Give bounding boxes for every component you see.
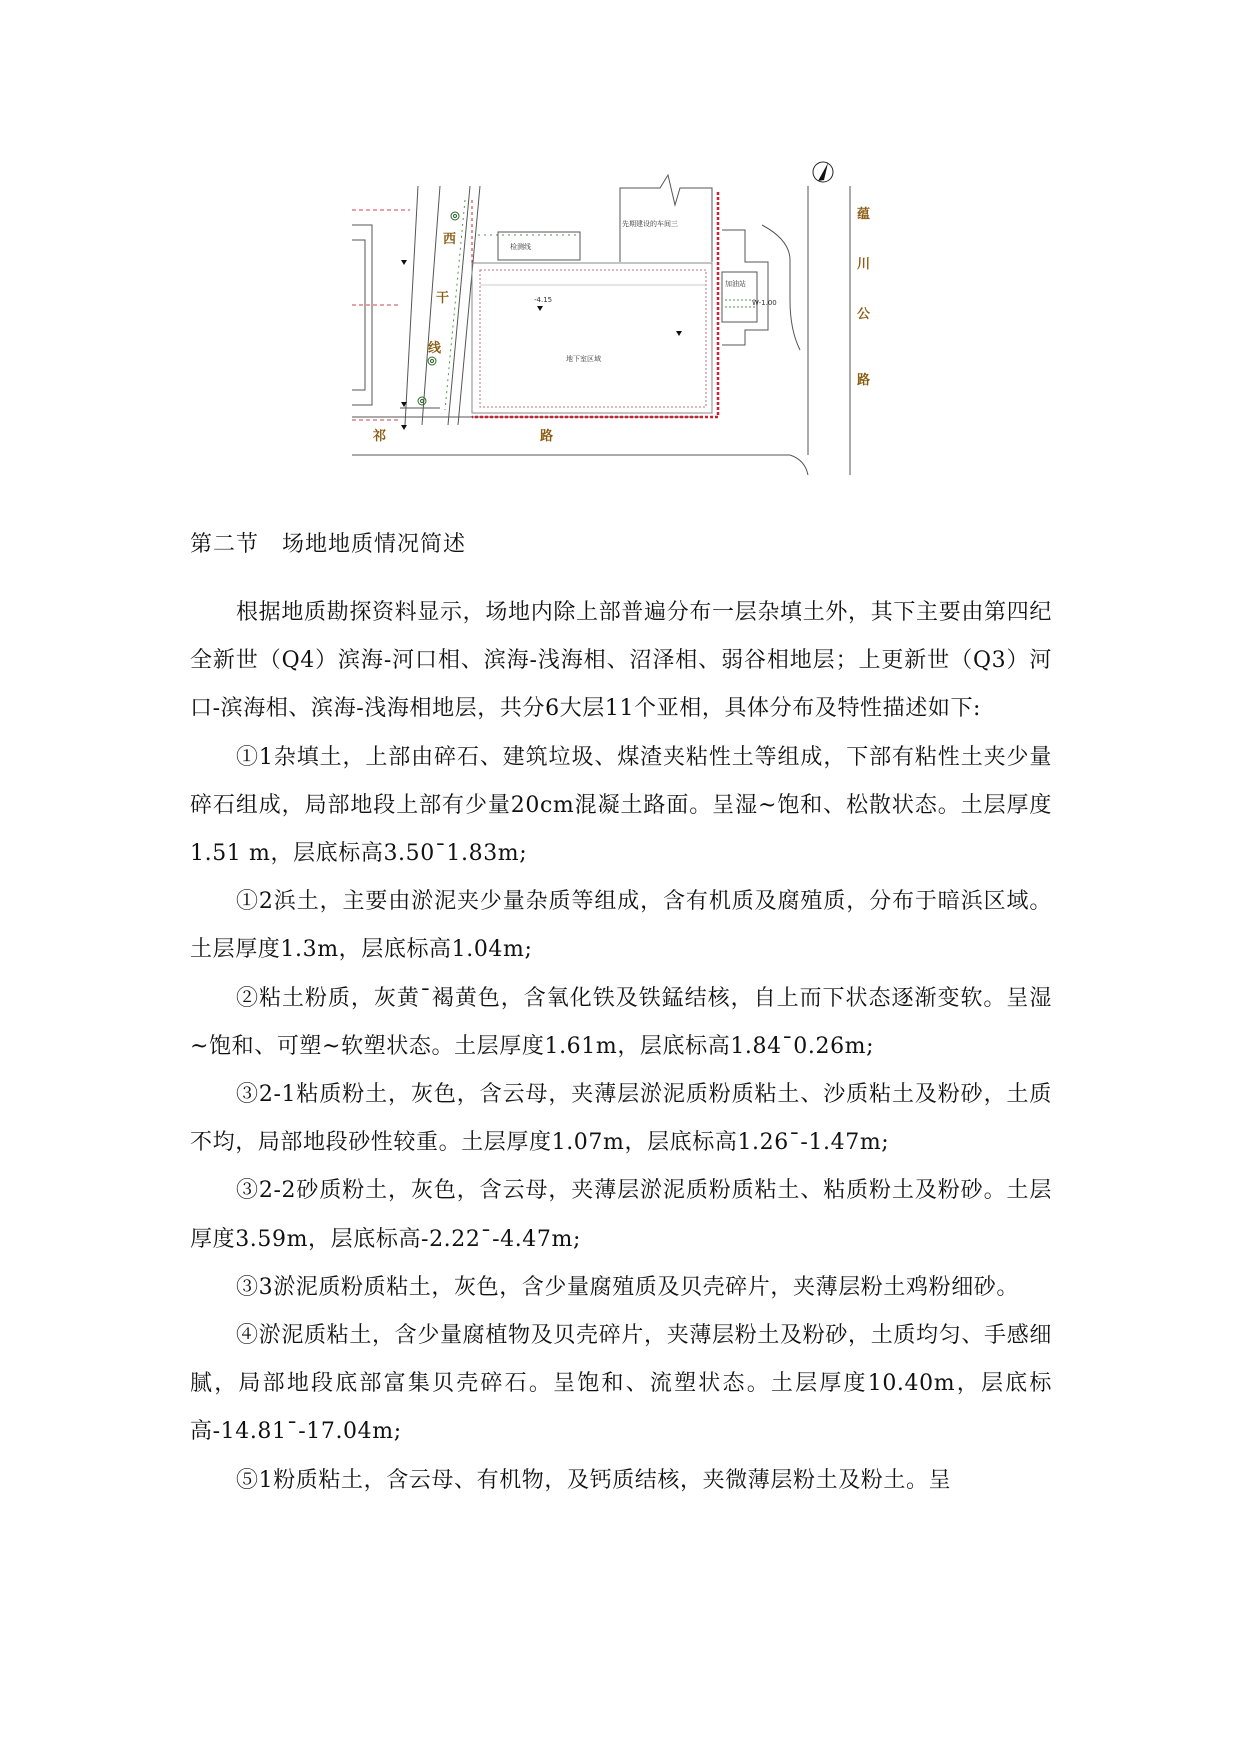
paragraph-intro: 根据地质勘探资料显示，场地内除上部普遍分布一层杂填土外，其下主要由第四纪全新世（Q4）滨海-河口相、滨海-浅海相、沼泽相、弱谷相地层；上更新世（Q3）河口-滨海相、滨海-浅海相地层，共分6大层11个亚相，具体分布及特性描述如下: — [190, 600, 1052, 722]
label-west-line-1: 西 — [443, 232, 457, 247]
paragraph-layer-3-2-1: ③2-1粘质粉土，灰色，含云母，夹薄层淤泥质粉质粘土、沙质粘土及粉砂，土质不均，局部地段砂性较重。土层厚度1.07m，层底标高1.26¯-1.47m; — [190, 1082, 1052, 1156]
label-small-mark: W-1.00 — [752, 299, 777, 307]
underground-area — [472, 263, 712, 413]
label-road-right-3: 公 — [857, 307, 871, 322]
section-heading: 第二节 场地地质情况简述 — [190, 532, 467, 557]
label-west-line-3: 线 — [428, 341, 442, 356]
body-text — [190, 589, 1052, 1505]
paragraph-layer-1-1: ①1杂填土，上部由碎石、建筑垃圾、煤渣夹粘性土等组成，下部有粘性土夹少量碎石组成，局部地段上部有少量20cm混凝土路面。呈湿~饱和、松散状态。土层厚度1.51 m，层底标高3.50¯1.83m; — [190, 744, 1052, 867]
left-building — [352, 225, 372, 405]
paragraph-layer-4: ④淤泥质粘土，含少量腐植物及贝壳碎片，夹薄层粉土及粉砂，土质均匀、手感细腻，局部地段底部富集贝壳碎石。呈饱和、流塑状态。土层厚度10.40m，层底标高-14.81¯-17.04m; — [190, 1323, 1052, 1445]
label-road-right-4: 路 — [857, 373, 871, 388]
right-road — [808, 186, 850, 475]
label-road-right-1: 蕴 — [857, 207, 871, 222]
north-arrow-icon — [813, 162, 833, 182]
label-elevation: -4.15 — [534, 296, 553, 304]
paragraph-layer-1-2: ①2浜土，主要由淤泥夹少量杂质等组成，含有机质及腐殖质，分布于暗浜区域。土层厚度1.3m，层底标高1.04m; — [190, 889, 1052, 963]
label-underground-area: 地下室区域 — [566, 355, 601, 363]
label-road-bottom-left: 祁 — [373, 429, 387, 444]
label-road-right-2: 川 — [857, 257, 871, 272]
label-inspection-line: 检测线 — [510, 243, 531, 251]
label-west-line-2: 干 — [436, 291, 450, 306]
site-plan-drawing — [0, 0, 1241, 500]
paragraph-layer-5-1: ⑤1粉质粘土，含云母、有机物，及钙质结核，夹微薄层粉土及粉土。呈 — [236, 1467, 952, 1493]
paragraph-layer-3-2-2: ③2-2砂质粉土，灰色，含云母，夹薄层淤泥质粉质粘土、粘质粉土及粉砂。土层厚度3.59m，层底标高-2.22¯-4.47m; — [190, 1178, 1052, 1252]
label-road-bottom-right: 路 — [540, 429, 554, 444]
paragraph-layer-2: ②粘土粉质，灰黄¯褐黄色，含氧化铁及铁錳结核，自上而下状态逐渐变软。呈湿~饱和、可塑~软塑状态。土层厚度1.61m，层底标高1.84¯0.26m; — [190, 985, 1052, 1059]
paragraph-layer-3-3: ③3淤泥质粉质粘土，灰色，含少量腐殖质及贝壳碎片，夹薄层粉土鸡粉细砂。 — [236, 1274, 1019, 1300]
label-workshop: 先期建设的车间三 — [622, 220, 678, 228]
label-gas-station: 加油站 — [725, 280, 746, 288]
elevation-marker-icons — [401, 260, 682, 430]
site-boundary — [472, 192, 718, 417]
left-boundary — [352, 210, 410, 420]
